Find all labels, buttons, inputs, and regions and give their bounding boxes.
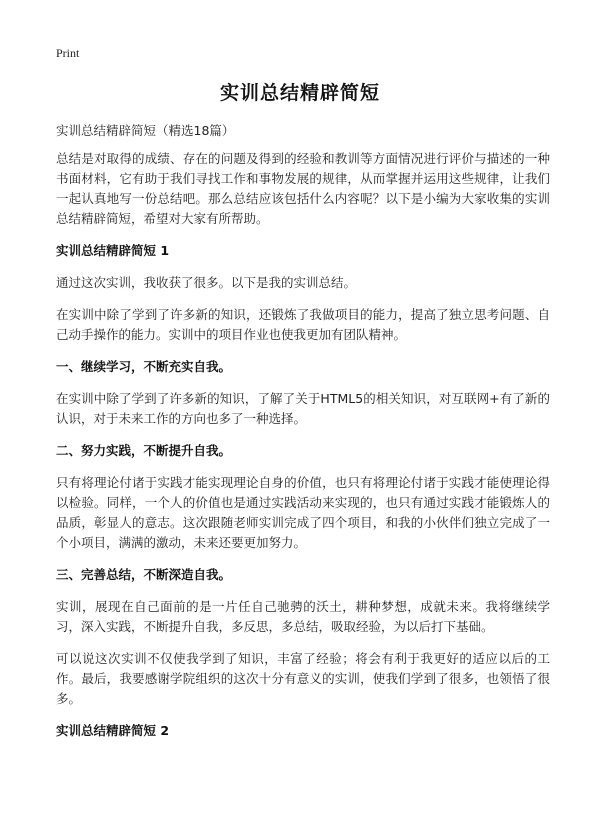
subheading-practice: 二、努力实践，不断提升自我。 <box>56 443 232 458</box>
paragraph: 可以说这次实训不仅使我学到了知识，丰富了经验；将会有利于我更好的适应以后的工作。最后，我要感谢学院组织的这次十分有意义的实训，使我们学到了很多，也领悟了很多。 <box>56 651 550 706</box>
paragraph: 只有将理论付诸于实践才能实现理论自身的价值，也只有将理论付诸于实践才能使理论得以检验。同样，一个人的价值也是通过实践活动来实现的，也只有通过实践才能锻炼人的品质，彰显人的意志。这次跟随老师实训完成了四个项目，和我的小伙伴们独立完成了一个小项目，满满的激动，未来还要更加努力。 <box>56 475 550 550</box>
page-title: 实训总结精辟简短 <box>219 82 380 104</box>
subheading-summary: 三、完善总结，不断深造自我。 <box>56 567 232 582</box>
subheading-continue-learning: 一、继续学习，不断充实自我。 <box>56 359 232 374</box>
paragraph: 在实训中除了学到了许多新的知识，了解了关于HTML5的相关知识，对互联网+有了新的认识，对于未来工作的方向也多了一种选择。 <box>56 391 550 426</box>
intro-paragraph: 总结是对取得的成绩、存在的问题及得到的经验和教训等方面情况进行评价与描述的一种书面材料，它有助于我们寻找工作和事物发展的规律，从而掌握并运用这些规律，让我们一起认真地写一份总结吧。那么总结应该包括什么内容呢？以下是小编为大家收集的实训总结精辟简短，希望对大家有所帮助。 <box>56 151 550 226</box>
article-body <box>56 149 550 753</box>
paragraph: 实训，展现在自己面前的是一片任自己驰骋的沃土，耕种梦想，成就未来。我将继续学习，深入实践，不断提升自我，多反思，多总结，吸取经验，为以后打下基础。 <box>56 599 550 634</box>
print-link[interactable]: Print <box>56 46 80 60</box>
section-heading-1: 实训总结精辟简短 1 <box>56 243 170 258</box>
paragraph: 在实训中除了学到了许多新的知识，还锻炼了我做项目的能力，提高了独立思考问题、自己动手操作的能力。实训中的项目作业也使我更加有团队精神。 <box>56 307 550 342</box>
page-subtitle: 实训总结精辟简短（精选18篇） <box>56 123 235 138</box>
section-heading-2: 实训总结精辟简短 2 <box>56 723 170 738</box>
paragraph: 通过这次实训，我收获了很多。以下是我的实训总结。 <box>56 275 357 290</box>
